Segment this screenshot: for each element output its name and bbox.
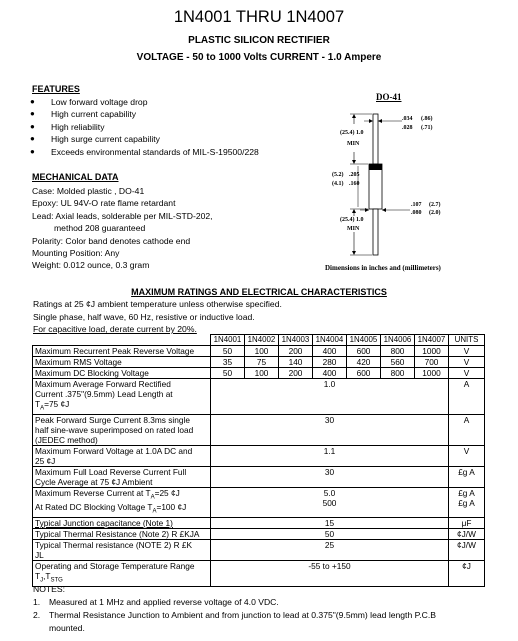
value-cell: 700 bbox=[415, 357, 449, 368]
page-subtitle: PLASTIC SILICON RECTIFIER bbox=[188, 35, 330, 46]
lead-dia2-mm: (.71) bbox=[421, 125, 433, 131]
body-dia2-mm: (2.0) bbox=[429, 210, 441, 216]
param-line: =75 ¢J bbox=[44, 399, 70, 409]
table-header-cell: 1N4006 bbox=[381, 335, 415, 346]
table-row bbox=[33, 379, 485, 415]
lead-dia-mm: (.86) bbox=[421, 116, 433, 122]
table-header-cell: 1N4001 bbox=[211, 335, 245, 346]
feature-item: ● High reliability bbox=[30, 121, 259, 133]
value-cell: 1000 bbox=[415, 368, 449, 379]
cathode-band bbox=[369, 164, 382, 170]
value-cell: 100 bbox=[245, 346, 279, 357]
value-cell: 15 bbox=[211, 517, 449, 528]
mechanical-data bbox=[32, 185, 213, 272]
ratings-conditions bbox=[33, 298, 282, 336]
note-item bbox=[33, 609, 436, 635]
mechanical-line: Mounting Position: Any bbox=[32, 248, 120, 259]
value-cell: 1.1 bbox=[211, 445, 449, 466]
value-cell: 30 bbox=[211, 466, 449, 487]
table-header-cell: 1N4007 bbox=[415, 335, 449, 346]
value-cell: 800 bbox=[381, 368, 415, 379]
body-dia-mm: (2.7) bbox=[429, 202, 441, 208]
feature-item: ● High surge current capability bbox=[30, 133, 259, 145]
param-line: 25 ¢J bbox=[35, 455, 56, 466]
param-cell: Typical Thermal Resistance (Note 2) R £KJA bbox=[33, 528, 211, 539]
lead-length-top-min: MIN bbox=[347, 141, 360, 147]
param-cell bbox=[33, 487, 211, 517]
ratings-heading: MAXIMUM RATINGS AND ELECTRICAL CHARACTERISTICS bbox=[131, 287, 387, 297]
note-text: mounted. bbox=[49, 623, 85, 633]
value-line: 500 bbox=[322, 497, 337, 508]
value-cell: 25 bbox=[211, 539, 449, 560]
unit-cell: V bbox=[449, 445, 485, 466]
value-cell: 100 bbox=[245, 368, 279, 379]
table-header-cell: 1N4005 bbox=[347, 335, 381, 346]
param-line: JL bbox=[35, 549, 44, 560]
value-cell: -55 to +150 bbox=[211, 560, 449, 586]
value-cell: 35 bbox=[211, 357, 245, 368]
note-item bbox=[33, 596, 436, 609]
mechanical-line: method 208 guaranteed bbox=[54, 223, 146, 234]
table-header-cell: 1N4003 bbox=[279, 335, 313, 346]
feature-item: ● Low forward voltage drop bbox=[30, 96, 259, 108]
ratings-table bbox=[32, 334, 485, 587]
value-cell: 1000 bbox=[415, 346, 449, 357]
note-text: Measured at 1 MHz and applied reverse voltage of 4.0 VDC. bbox=[49, 597, 279, 607]
mechanical-line: Lead: Axial leads, solderable per MIL-STD-202, bbox=[32, 210, 213, 221]
value-cell: 280 bbox=[313, 357, 347, 368]
param-cell: Typical Junction capacitance (Note 1) bbox=[33, 517, 211, 528]
param-line: =100 ¢J bbox=[156, 502, 187, 513]
diode-body bbox=[369, 164, 382, 209]
mechanical-heading: MECHANICAL DATA bbox=[32, 172, 119, 182]
value-cell: 50 bbox=[211, 346, 245, 357]
table-header-cell: 1N4002 bbox=[245, 335, 279, 346]
body-length-in: .205 bbox=[349, 172, 360, 178]
page-title: 1N4001 THRU 1N4007 bbox=[173, 8, 345, 26]
param-cell bbox=[33, 414, 211, 445]
note-number: 2. bbox=[33, 610, 41, 620]
value-cell: 600 bbox=[347, 368, 381, 379]
unit-cell: ¢J/W bbox=[449, 539, 485, 560]
table-row bbox=[33, 539, 485, 560]
param-line: (JEDEC method) bbox=[35, 434, 98, 445]
param-cell bbox=[33, 539, 211, 560]
param-line: Maximum Reverse Current at T bbox=[35, 487, 151, 498]
param-cell bbox=[33, 466, 211, 487]
param-line: Maximum Average Forward Rectified bbox=[35, 379, 171, 389]
param-line: T bbox=[35, 570, 41, 581]
param-line: Maximum Forward Voltage at 1.0A DC and bbox=[35, 445, 193, 456]
unit-cell: ¢J bbox=[449, 560, 485, 586]
param-line: Current .375"(9.5mm) Lead Length at bbox=[35, 389, 173, 399]
feature-item: ● High current capability bbox=[30, 108, 259, 120]
unit-cell: A bbox=[449, 414, 485, 445]
param-subscript: A bbox=[150, 494, 155, 501]
table-row bbox=[33, 368, 485, 379]
table-row bbox=[33, 357, 485, 368]
top-lead bbox=[373, 114, 378, 164]
param-line: T bbox=[35, 399, 41, 409]
body-length-mm: (5.2) bbox=[332, 172, 344, 178]
body-dia-in: .107 bbox=[411, 202, 422, 208]
note-text: Thermal Resistance Junction to Ambient and from junction to lead at 0.375"(9.5mm) lead length P.C.B bbox=[49, 610, 436, 620]
value-cell: 1.0 bbox=[211, 379, 449, 415]
value-cell: 400 bbox=[313, 346, 347, 357]
value-cell: 560 bbox=[381, 357, 415, 368]
param-subscript: A bbox=[152, 508, 157, 515]
mechanical-line: Case: Molded plastic , DO-41 bbox=[32, 186, 145, 196]
value-cell: 200 bbox=[279, 368, 313, 379]
table-header-cell: 1N4004 bbox=[313, 335, 347, 346]
lead-length-top-label: (25.4) 1.0 bbox=[340, 130, 364, 136]
features-list bbox=[30, 96, 259, 158]
table-row bbox=[33, 414, 485, 445]
table-header-cell: UNITS bbox=[449, 335, 485, 346]
ratings-note: Ratings at 25 ¢J ambient temperature unless otherwise specified. bbox=[33, 299, 282, 309]
param-line: Cycle Average at 75 ¢J Ambient bbox=[35, 476, 153, 487]
body-length2-mm: (4.1) bbox=[332, 181, 344, 187]
value-cell: 75 bbox=[245, 357, 279, 368]
unit-cell: V bbox=[449, 346, 485, 357]
value-cell: 50 bbox=[211, 528, 449, 539]
lead-dia-in: .034 bbox=[402, 116, 413, 122]
note-number: 1. bbox=[33, 597, 41, 607]
value-cell: 400 bbox=[313, 368, 347, 379]
unit-cell: ¢J/W bbox=[449, 528, 485, 539]
table-row bbox=[33, 466, 485, 487]
lead-length-bottom-min: MIN bbox=[347, 226, 360, 232]
dimension-caption: Dimensions in inches and (millimeters) bbox=[325, 264, 441, 272]
value-cell: 800 bbox=[381, 346, 415, 357]
notes-heading: NOTES: bbox=[33, 584, 65, 594]
value-cell: 200 bbox=[279, 346, 313, 357]
param-cell: Maximum RMS Voltage bbox=[33, 357, 211, 368]
param-cell: Maximum Recurrent Peak Reverse Voltage bbox=[33, 346, 211, 357]
unit-cell: £g A bbox=[449, 466, 485, 487]
unit-cell: A bbox=[449, 379, 485, 415]
value-cell: 140 bbox=[279, 357, 313, 368]
param-line: half sine-wave superimposed on rated load bbox=[35, 424, 194, 435]
unit-line: £g A bbox=[458, 487, 475, 498]
bottom-lead bbox=[373, 209, 378, 255]
feature-item: ● Exceeds environmental standards of MIL-S-19500/228 bbox=[30, 146, 259, 158]
table-header-row bbox=[33, 335, 485, 346]
notes-section bbox=[33, 583, 436, 635]
param-cell bbox=[33, 445, 211, 466]
param-subscript: STG bbox=[50, 577, 63, 584]
value-cell: 600 bbox=[347, 346, 381, 357]
unit-line: £g A bbox=[458, 497, 475, 508]
param-cell: Maximum DC Blocking Voltage bbox=[33, 368, 211, 379]
table-header-cell bbox=[33, 335, 211, 346]
param-subscript: J bbox=[40, 577, 44, 584]
mechanical-line: Weight: 0.012 ounce, 0.3 gram bbox=[32, 260, 150, 271]
features-heading: FEATURES bbox=[32, 84, 80, 94]
unit-cell bbox=[449, 487, 485, 517]
value-cell bbox=[211, 487, 449, 517]
body-dia2-in: .080 bbox=[411, 210, 422, 216]
param-line: Peak Forward Surge Current 8.3ms single bbox=[35, 414, 190, 425]
unit-cell: μF bbox=[449, 517, 485, 528]
lead-length-bottom-label: (25.4) 1.0 bbox=[340, 217, 364, 223]
mechanical-line: Polarity: Color band denotes cathode end bbox=[32, 235, 191, 246]
param-line: ,T bbox=[43, 570, 51, 581]
ratings-note: For capacitive load, derate current by 20%. bbox=[33, 324, 197, 334]
table-row bbox=[33, 517, 485, 528]
param-cell bbox=[33, 379, 211, 415]
table-row bbox=[33, 445, 485, 466]
ratings-note: Single phase, half wave, 60 Hz, resistive or inductive load. bbox=[33, 311, 255, 322]
param-line: Maximum Full Load Reverse Current Full bbox=[35, 466, 187, 477]
package-title: DO-41 bbox=[376, 92, 402, 102]
body-length2-in: .160 bbox=[349, 181, 360, 187]
param-subscript: A bbox=[40, 405, 45, 412]
param-line: At Rated DC Blocking Voltage T bbox=[35, 502, 153, 513]
param-line: Typical Thermal resistance (NOTE 2) R £K bbox=[35, 539, 193, 550]
mechanical-line: Epoxy: UL 94V-O rate flame retardant bbox=[32, 198, 176, 209]
param-line: =25 ¢J bbox=[154, 487, 180, 498]
value-cell: 30 bbox=[211, 414, 449, 445]
unit-cell: V bbox=[449, 357, 485, 368]
lead-dia2-in: .028 bbox=[402, 125, 413, 131]
voltage-current-line: VOLTAGE - 50 to 1000 Volts CURRENT - 1.0 Ampere bbox=[136, 52, 382, 63]
package-outline-drawing bbox=[320, 100, 470, 265]
table-row bbox=[33, 346, 485, 357]
value-cell: 420 bbox=[347, 357, 381, 368]
table-row bbox=[33, 487, 485, 517]
param-line: Operating and Storage Temperature Range bbox=[35, 560, 195, 571]
value-line: 5.0 bbox=[323, 487, 336, 498]
table-row bbox=[33, 528, 485, 539]
value-cell: 50 bbox=[211, 368, 245, 379]
unit-cell: V bbox=[449, 368, 485, 379]
